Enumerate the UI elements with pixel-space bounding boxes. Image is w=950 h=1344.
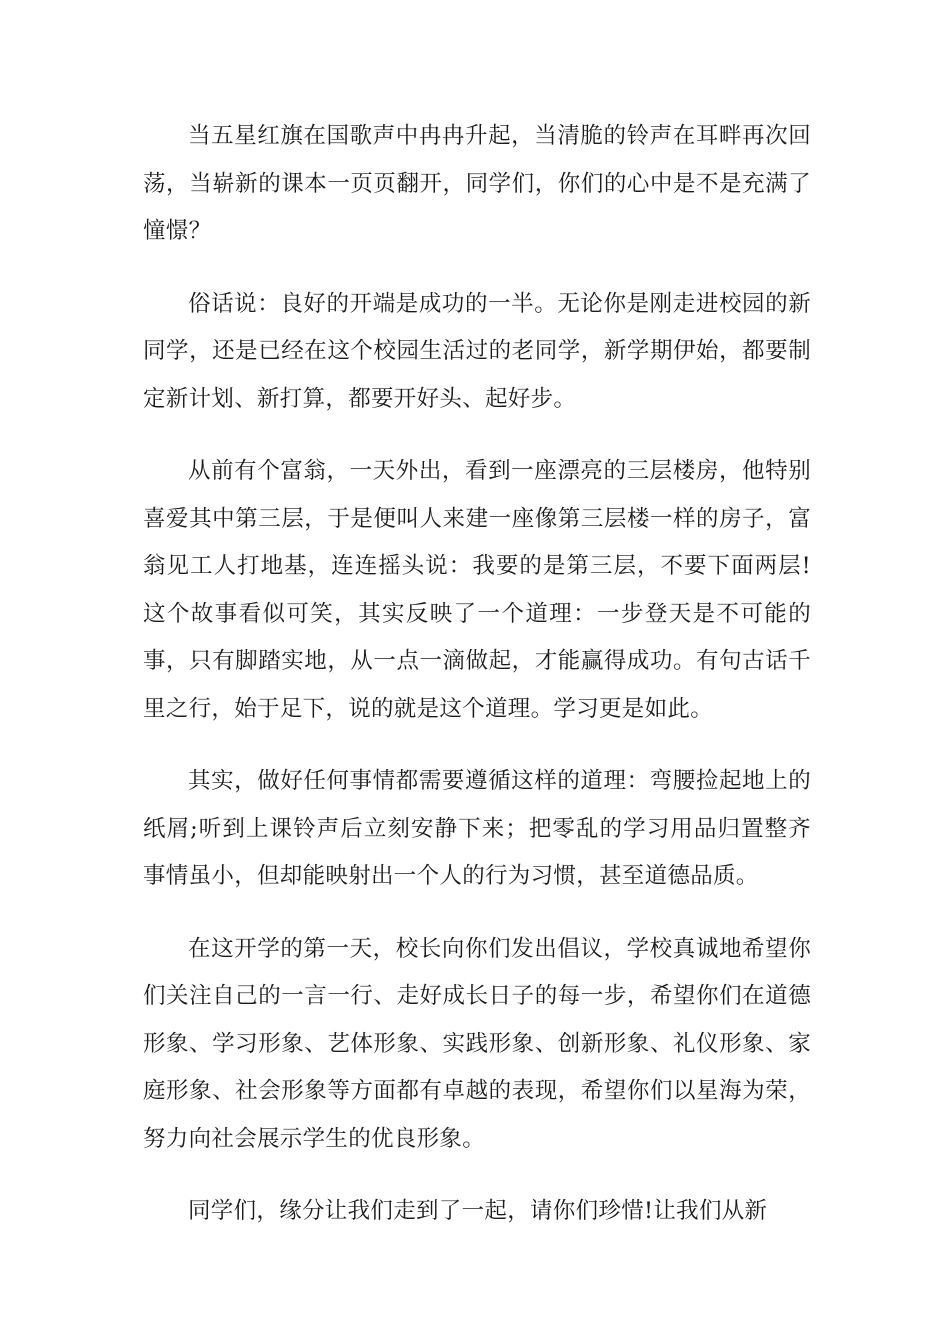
paragraph-4: 其实，做好任何事情都需要遵循这样的道理：弯腰捡起地上的纸屑;听到上课铃声后立刻安静下来；把零乱的学习用品归置整齐事情虽小，但却能映射出一个人的行为习惯，甚至道德品质。	[143, 768, 811, 889]
paragraph-1: 当五星红旗在国歌声中冉冉升起，当清脆的铃声在耳畔再次回荡，当崭新的课本一页页翻开，同学们，你们的心中是不是充满了憧憬？	[143, 123, 811, 244]
paragraph-3: 从前有个富翁，一天外出，看到一座漂亮的三层楼房，他特别喜爱其中第三层，于是便叫人来建一座像第三层楼一样的房子，富翁见工人打地基，连连摇头说：我要的是第三层，不要下面两层!这个故事看似可笑，其实反映了一个道理：一步登天是不可能的事，只有脚踏实地，从一点一滴做起，才能赢得成功。有句古话千里之行，始于足下，说的就是这个道理。学习更是如此。	[143, 458, 811, 722]
document-body	[143, 113, 811, 1261]
paragraph-5: 在这开学的第一天，校长向你们发出倡议，学校真诚地希望你们关注自己的一言一行、走好成长日子的每一步，希望你们在道德形象、学习形象、艺体形象、实践形象、创新形象、礼仪形象、家庭形象、社会形象等方面都有卓越的表现，希望你们以星海为荣，努力向社会展示学生的优良形象。	[143, 935, 811, 1152]
paragraph-2: 俗话说：良好的开端是成功的一半。无论你是刚走进校园的新同学，还是已经在这个校园生活过的老同学，新学期伊始，都要制定新计划、新打算，都要开好头、起好步。	[143, 290, 811, 412]
paragraph-6: 同学们，缘分让我们走到了一起，请你们珍惜!让我们从新	[188, 1198, 768, 1224]
